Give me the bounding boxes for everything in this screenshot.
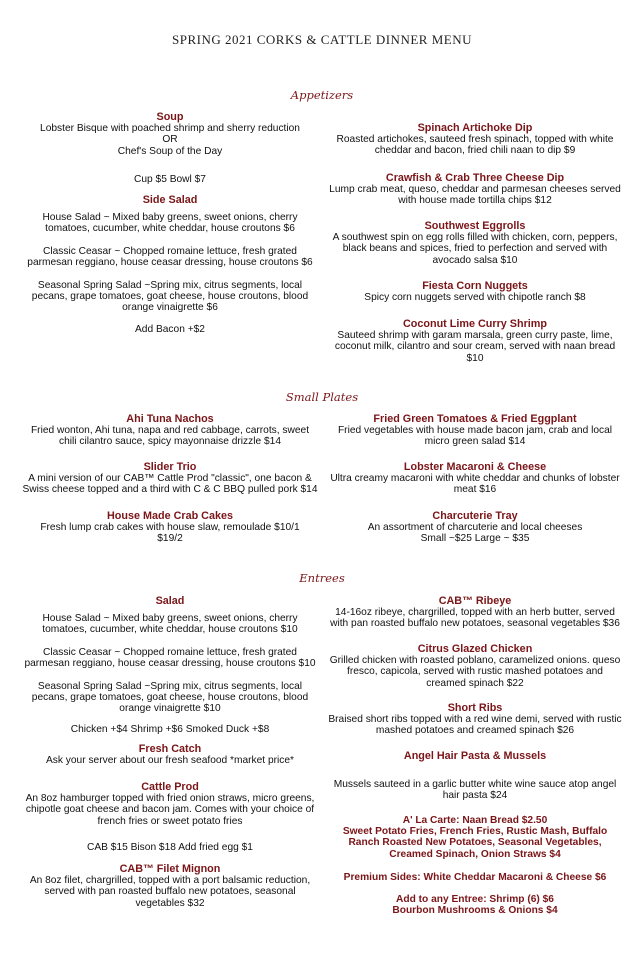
entree-spring-salad bbox=[20, 681, 320, 715]
small-plates-left bbox=[20, 414, 320, 564]
ahi-nachos-heading: Ahi Tuna Nachos bbox=[126, 413, 214, 425]
ahi-nachos-line: Fried wonton, Ahi tuna, napa and red cabbage, carrots, sweet bbox=[30, 425, 310, 437]
corn-nuggets-item bbox=[326, 281, 624, 303]
soup-item bbox=[20, 112, 320, 157]
slider-trio-line: Swiss cheese topped and a third with C & C BBQ pulled pork $14 bbox=[22, 484, 318, 496]
appetizers-left bbox=[20, 112, 320, 352]
crawfish-dip-heading: Crawfish & Crab Three Cheese Dip bbox=[385, 172, 565, 184]
entree-caesar bbox=[20, 647, 320, 669]
corn-nuggets-line: Spicy corn nuggets served with chipotle ranch $8 bbox=[364, 292, 586, 304]
pasta-description bbox=[326, 779, 624, 801]
short-ribs-line: Braised short ribs topped with a red wine demi, served with rustic bbox=[328, 714, 622, 726]
house-salad-line: tomatoes, cucumber, white cheddar, house croutons $6 bbox=[45, 223, 295, 235]
crab-cakes-line: Fresh lump crab cakes with house slaw, remoulade $10/1 bbox=[40, 522, 300, 534]
entree-salad-heading: Salad bbox=[155, 595, 185, 607]
section-entrees: Entrees bbox=[299, 571, 345, 585]
slider-trio-line: A mini version of our CAB™ Cattle Prod "classic", one bacon & bbox=[28, 473, 312, 485]
add-to-entree bbox=[326, 894, 624, 916]
entrees-right bbox=[326, 596, 624, 926]
pasta-heading: Angel Hair Pasta & Mussels bbox=[403, 750, 547, 762]
charcuterie-heading: Charcuterie Tray bbox=[432, 510, 518, 522]
soup-line: Chef's Soup of the Day bbox=[117, 145, 223, 157]
cattle-prod-prices: CAB $15 Bison $18 Add fried egg $1 bbox=[87, 842, 253, 853]
fresh-catch-heading: Fresh Catch bbox=[138, 743, 202, 755]
eggrolls-line: black beans and spices, fried to perfection and served with bbox=[342, 243, 608, 255]
spring-salad-line: orange vinaigrette $6 bbox=[122, 302, 218, 314]
spinach-dip-line: cheddar and bacon, fried chili naan to dip $9 bbox=[374, 145, 576, 157]
side-salad-heading: Side Salad bbox=[142, 194, 198, 206]
cattle-prod-line: chipotle goat cheese and bacon jam. Comes with your choice of bbox=[25, 804, 315, 816]
appetizers-right bbox=[326, 123, 624, 373]
premium-sides: Premium Sides: White Cheddar Macaroni & Cheese $6 bbox=[343, 872, 607, 883]
soup-prices: Cup $5 Bowl $7 bbox=[134, 174, 206, 185]
fried-green-line: micro green salad $14 bbox=[424, 436, 526, 448]
filet-item bbox=[20, 864, 320, 909]
curry-shrimp-heading: Coconut Lime Curry Shrimp bbox=[403, 318, 547, 330]
citrus-chicken-item bbox=[326, 644, 624, 689]
soup-line: OR bbox=[162, 134, 178, 146]
eggrolls-item bbox=[326, 221, 624, 266]
caesar-line: Classic Ceasar ~ Chopped romaine lettuce, fresh grated bbox=[43, 246, 297, 257]
ribeye-heading: CAB™ Ribeye bbox=[438, 595, 512, 607]
lobster-mac-heading: Lobster Macaroni & Cheese bbox=[403, 461, 547, 473]
section-small-plates: Small Plates bbox=[285, 390, 359, 404]
side-salad-item bbox=[20, 195, 320, 206]
crab-cakes-heading: House Made Crab Cakes bbox=[106, 510, 233, 522]
house-salad-item bbox=[20, 212, 320, 234]
spinach-dip-line: Roasted artichokes, sauteed fresh spinach, topped with white bbox=[336, 134, 614, 146]
a-la-carte-line: Creamed Spinach, Onion Straws $4 bbox=[389, 848, 561, 860]
ribeye-item bbox=[326, 596, 624, 630]
crawfish-dip-line: Lump crab meat, queso, cheddar and parmesan cheeses served bbox=[329, 184, 621, 196]
pasta-line: hair pasta $24 bbox=[442, 790, 508, 802]
a-la-carte-line: Ranch Roasted New Potatoes, Seasonal Vegetables, bbox=[348, 837, 602, 849]
citrus-chicken-line: fresco, capicola, served with rustic mashed potatoes and bbox=[347, 666, 603, 678]
soup-heading: Soup bbox=[156, 111, 184, 123]
spring-salad-line: pecans, grape tomatoes, goat cheese, house croutons, blood bbox=[31, 291, 309, 303]
ribeye-line: with pan roasted buffalo new potatoes, seasonal vegetables $36 bbox=[330, 618, 620, 630]
entree-house-line: House Salad ~ Mixed baby greens, sweet onions, cherry bbox=[42, 613, 298, 624]
a-la-carte-line: A' La Carte: Naan Bread $2.50 bbox=[402, 815, 548, 826]
fried-green-item bbox=[326, 414, 624, 448]
fresh-catch-line: Ask your server about our fresh seafood *market price* bbox=[45, 755, 294, 767]
entree-spring-line: Seasonal Spring Salad ~Spring mix, citrus segments, local bbox=[37, 681, 303, 692]
eggrolls-heading: Southwest Eggrolls bbox=[424, 220, 526, 232]
ribeye-line: 14-16oz ribeye, chargrilled, topped with an herb butter, served bbox=[335, 607, 615, 619]
section-appetizers: Appetizers bbox=[290, 88, 354, 102]
caesar-line: parmesan reggiano, house ceasar dressing, house croutons $6 bbox=[27, 257, 313, 269]
cattle-prod-item bbox=[20, 782, 320, 827]
curry-shrimp-line: coconut milk, cilantro and sour cream, served with naan bread bbox=[334, 341, 616, 353]
crab-cakes-item bbox=[20, 511, 320, 545]
crab-cakes-line: $19/2 bbox=[157, 533, 183, 545]
fried-green-heading: Fried Green Tomatoes & Fried Eggplant bbox=[373, 413, 577, 425]
lobster-mac-item bbox=[326, 462, 624, 496]
add-bacon: Add Bacon +$2 bbox=[135, 324, 205, 335]
add-to-entree-line: Bourbon Mushrooms & Onions $4 bbox=[392, 905, 558, 917]
citrus-chicken-heading: Citrus Glazed Chicken bbox=[417, 643, 533, 655]
add-to-entree-line: Add to any Entree: Shrimp (6) $6 bbox=[396, 894, 554, 905]
curry-shrimp-line: Sauteed shrimp with garam marsala, green curry paste, lime, bbox=[337, 330, 613, 342]
entree-house-line: tomatoes, cucumber, white cheddar, house croutons $10 bbox=[42, 624, 298, 636]
charcuterie-item bbox=[326, 511, 624, 545]
house-salad-line: House Salad ~ Mixed baby greens, sweet onions, cherry bbox=[42, 212, 298, 223]
slider-trio-heading: Slider Trio bbox=[143, 461, 197, 473]
curry-shrimp-item bbox=[326, 319, 624, 364]
short-ribs-line: mashed potatoes and creamed spinach $26 bbox=[375, 725, 575, 737]
crawfish-dip-item bbox=[326, 173, 624, 207]
fresh-catch-item bbox=[20, 744, 320, 766]
slider-trio-item bbox=[20, 462, 320, 496]
fried-green-line: Fried vegetables with house made bacon jam, crab and local bbox=[337, 425, 613, 437]
small-plates-right bbox=[326, 414, 624, 564]
salad-addons: Chicken +$4 Shrimp +$6 Smoked Duck +$8 bbox=[70, 724, 270, 735]
short-ribs-heading: Short Ribs bbox=[447, 702, 503, 714]
a-la-carte-line: Sweet Potato Fries, French Fries, Rustic Mash, Buffalo bbox=[342, 826, 608, 838]
lobster-mac-line: Ultra creamy macaroni with white cheddar and chunks of lobster bbox=[330, 473, 620, 485]
pasta-item bbox=[326, 751, 624, 762]
corn-nuggets-heading: Fiesta Corn Nuggets bbox=[422, 280, 528, 292]
caesar-item bbox=[20, 246, 320, 268]
eggrolls-line: avocado salsa $10 bbox=[432, 254, 518, 266]
filet-line: An 8oz filet, chargrilled, topped with a port balsamic reduction, bbox=[29, 875, 311, 887]
eggrolls-line: A southwest spin on egg rolls filled with chicken, corn, peppers, bbox=[332, 232, 618, 244]
spinach-dip-item bbox=[326, 123, 624, 157]
spring-salad-item bbox=[20, 280, 320, 314]
entree-spring-line: pecans, grape tomatoes, goat cheese, house croutons, blood bbox=[31, 692, 309, 704]
menu-title: SPRING 2021 CORKS & CATTLE DINNER MENU bbox=[172, 32, 472, 47]
ahi-nachos-line: chili cilantro sauce, spicy mayonnaise drizzle $14 bbox=[59, 436, 281, 448]
pasta-line: Mussels sauteed in a garlic butter white wine sauce atop angel bbox=[333, 779, 617, 790]
charcuterie-line: An assortment of charcuterie and local cheeses bbox=[367, 522, 583, 534]
entree-spring-line: orange vinaigrette $10 bbox=[119, 703, 221, 715]
entree-caesar-line: Classic Ceasar ~ Chopped romaine lettuce, fresh grated bbox=[43, 647, 297, 658]
soup-line: Lobster Bisque with poached shrimp and sherry reduction bbox=[40, 123, 300, 135]
cattle-prod-line: An 8oz hamburger topped with fried onion straws, micro greens, bbox=[25, 793, 315, 805]
charcuterie-line: Small ~$25 Large ~ $35 bbox=[420, 533, 530, 545]
spinach-dip-heading: Spinach Artichoke Dip bbox=[417, 122, 533, 134]
entrees-left bbox=[20, 596, 320, 926]
a-la-carte bbox=[326, 815, 624, 860]
filet-heading: CAB™ Filet Mignon bbox=[119, 863, 221, 875]
filet-line: served with pan roasted buffalo new potatoes, seasonal bbox=[44, 886, 296, 898]
entree-house-salad bbox=[20, 613, 320, 635]
spring-salad-line: Seasonal Spring Salad ~Spring mix, citrus segments, local bbox=[37, 280, 303, 291]
entree-salad-item bbox=[20, 596, 320, 607]
lobster-mac-line: meat $16 bbox=[453, 484, 497, 496]
short-ribs-item bbox=[326, 703, 624, 737]
curry-shrimp-line: $10 bbox=[466, 352, 484, 364]
filet-line: vegetables $32 bbox=[135, 897, 205, 909]
crawfish-dip-line: with house made tortilla chips $12 bbox=[398, 195, 552, 207]
ahi-nachos-item bbox=[20, 414, 320, 448]
cattle-prod-line: french fries or sweet potato fries bbox=[97, 815, 243, 827]
entree-caesar-line: parmesan reggiano, house ceasar dressing, house croutons $10 bbox=[24, 658, 316, 670]
cattle-prod-heading: Cattle Prod bbox=[141, 781, 199, 793]
citrus-chicken-line: creamed spinach $22 bbox=[426, 677, 524, 689]
citrus-chicken-line: Grilled chicken with roasted poblano, caramelized onions. queso bbox=[329, 655, 621, 667]
